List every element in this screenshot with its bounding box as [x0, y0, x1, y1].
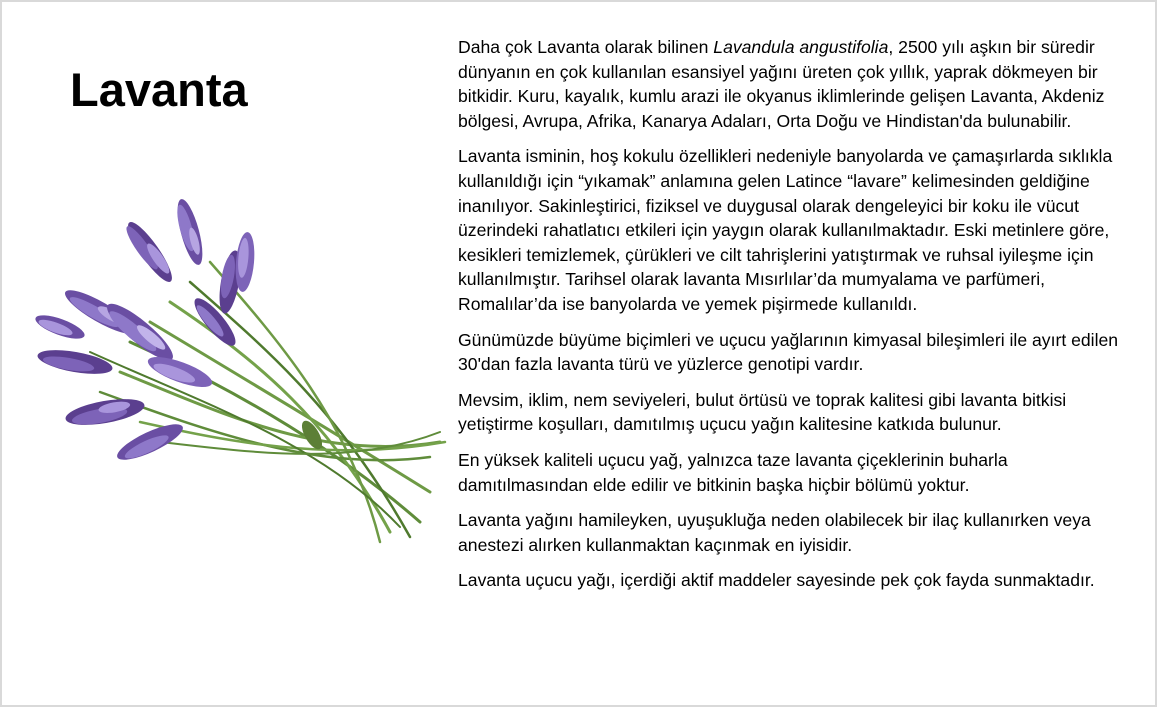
- paragraph-benefits: Lavanta uçucu yağı, içerdiği aktif maddeler sayesinde pek çok fayda sunmaktadır.: [458, 570, 1095, 591]
- intro-text-start: Daha çok Lavanta olarak bilinen: [458, 37, 714, 57]
- paragraph-history: Lavanta isminin, hoş kokulu özellikleri nedeniyle banyolarda ve çamaşırlarda sıklıkla kullanıldığı için “yıkamak” anlamına gelen Latince “lavare” kelimesinden geldiğine inanılıyor. Sakinleştirici, fiziksel ve duygusal olarak dengeleyici bir koku ile vücut üzerindeki rahatlatıcı etkileri için yaygın olarak kullanılmaktadır. Eski metinlere göre, kesikleri temizlemek, çürükleri ve cilt tahrişlerini yatıştırmak ve ruhsal iyileşme için kullanılmıştır. Tarihsel olarak lavanta Mısırlılar’da mumyalama ve parfümeri, Romalılar’da ise banyolarda ve yemek pişirmede kullanıldı.: [458, 146, 1113, 314]
- flower-spike: [33, 311, 87, 344]
- stem: [170, 302, 390, 532]
- lavender-flowers: [33, 197, 257, 466]
- intro-text-end: , 2500 yılı aşkın bir süredir dünyanın en çok kullanılan esansiyel yağını üreten çok yıllık, yaprak dökmeyen bir bitkidir. Kuru, kayalık, kumlu arazi ile okyanus iklimlerinde gelişen Lavanta, Akdeniz bölgesi, Avrupa, Afrika, Kanarya Adaları, Orta Doğu ve Hindistan'da bulunabilir.: [458, 37, 1105, 131]
- paragraph-warning: Lavanta yağını hamileyken, uyuşukluğa neden olabilecek bir ilaç kullanırken veya anestezi alırken kullanmaktan kaçınmak en iyisidir.: [458, 510, 1091, 555]
- stem: [150, 322, 430, 492]
- flower-spike: [36, 346, 114, 379]
- paragraph-growing-conditions: Mevsim, iklim, nem seviyeleri, bulut örtüsü ve toprak kalitesi gibi lavanta bitkisi yetiştirme koşulları, damıtılmış uçucu yağın kalitesine katkıda bulunur.: [458, 389, 1067, 435]
- paragraph-varieties: Günümüzde büyüme biçimleri ve uçucu yağlarının kimyasal bileşimleri ile ayırt edilen 30'dan fazla lavanta türü ve yüzlerce genotipi vardır.: [458, 329, 1119, 375]
- latin-name: Lavandula angustifolia: [713, 37, 889, 57]
- paragraph-intro: [458, 35, 1138, 133]
- flower-spike: [64, 394, 147, 430]
- page-title: Lavanta: [70, 63, 248, 116]
- paragraph-distillation: En yüksek kaliteli uçucu yağ, yalnızca taze lavanta çiçeklerinin buharla damıtılmasından elde edilir ve bitkinin başka hiçbir bölümü yoktur.: [458, 449, 1008, 495]
- flower-spike: [173, 197, 208, 267]
- flower-spike: [121, 217, 178, 287]
- article-body: [458, 35, 1138, 604]
- lavender-bouquet-image: [30, 192, 450, 552]
